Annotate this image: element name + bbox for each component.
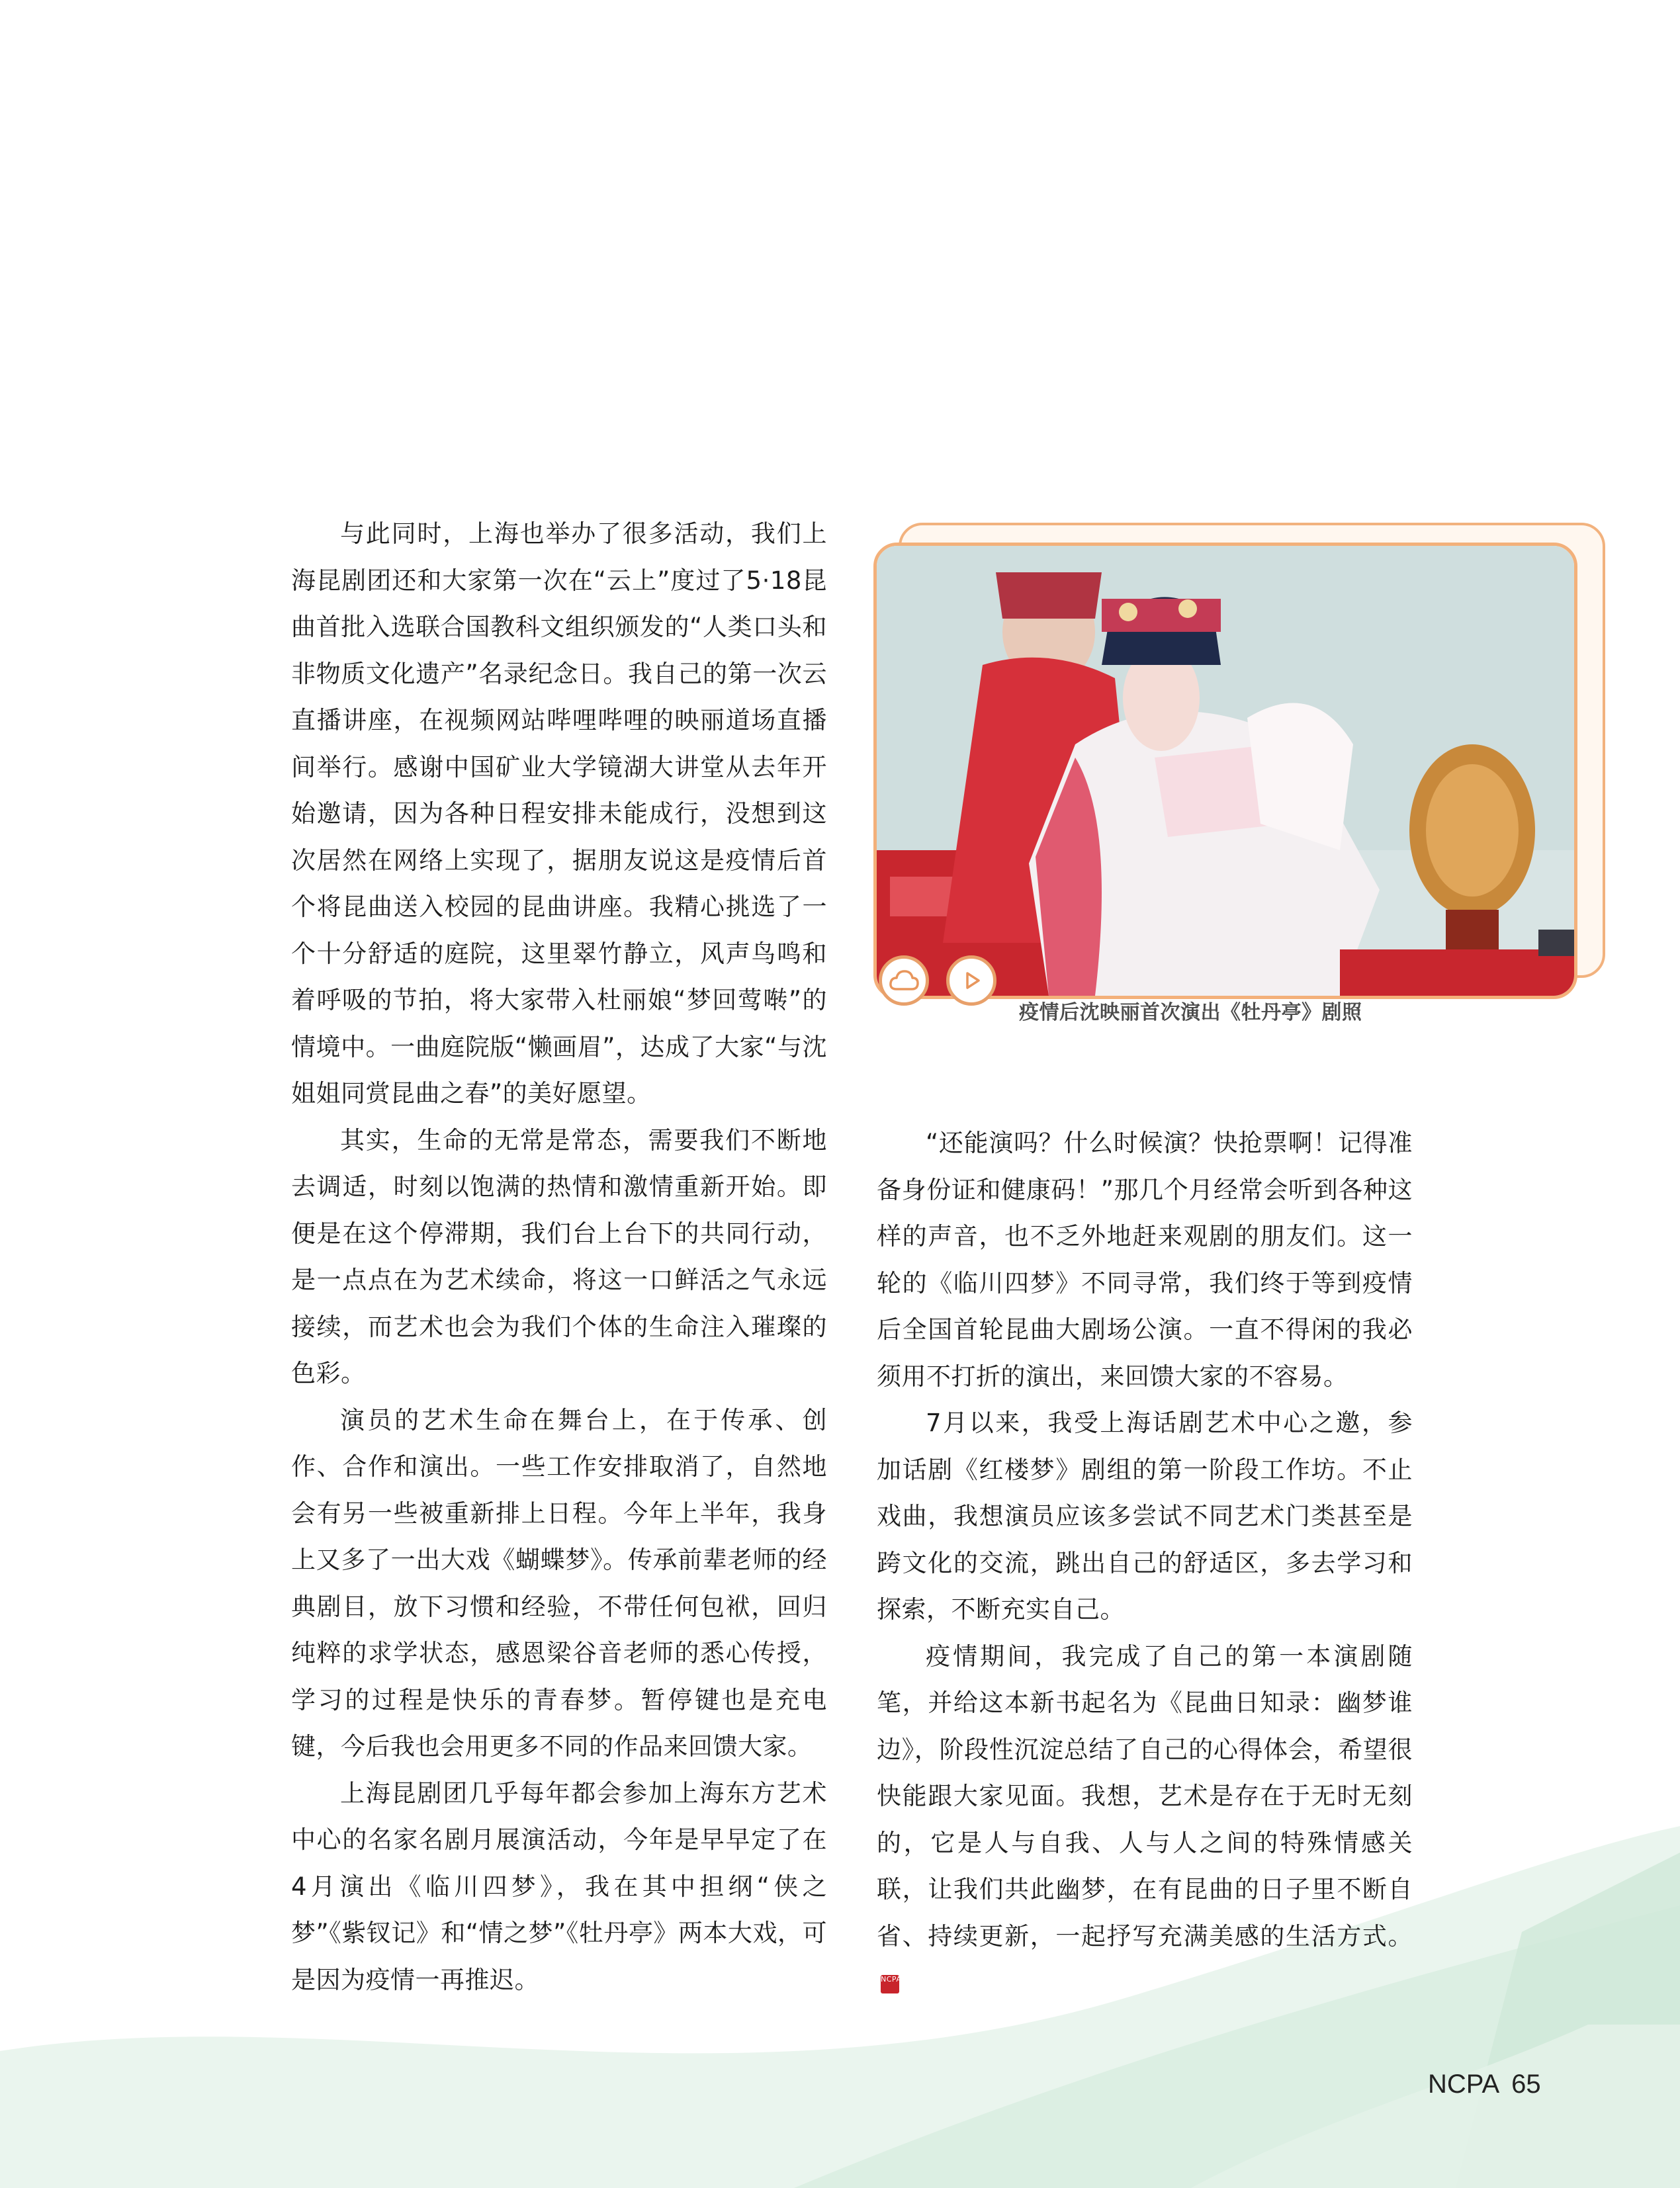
photo-caption: 疫情后沈映丽首次演出《牡丹亭》剧照	[1019, 1001, 1362, 1024]
paragraph	[877, 1634, 1413, 2007]
play-button[interactable]	[946, 955, 996, 1006]
paragraph: 与此同时，上海也举办了很多活动，我们上海昆剧团还和大家第一次在“云上”度过了5·18昆曲首批入选联合国教科文组织颁发的“人类口头和非物质文化遗产”名录纪念日。我自己的第一次云直播讲座，在视频网站哔哩哔哩的映丽道场直播间举行。感谢中国矿业大学镜湖大讲堂从去年开始邀请，因为各种日程安排未能成行，没想到这次居然在网络上实现了，据朋友说这是疫情后首个将昆曲送入校园的昆曲讲座。我精心挑选了一个十分舒适的庭院，这里翠竹静立，风声鸟鸣和着呼吸的节拍，将大家带入杜丽娘“梦回莺啭”的情境中。一曲庭院版“懒画眉”，达成了大家“与沈姐姐同赏昆曲之春”的美好愿望。	[291, 519, 827, 1108]
cloud-button[interactable]	[879, 955, 929, 1006]
play-icon	[958, 967, 985, 994]
stage-photo	[873, 543, 1577, 999]
left-text-column	[291, 511, 827, 2003]
stage-photo-illustration	[877, 546, 1574, 996]
paragraph: 其实，生命的无常是常态，需要我们不断地去调适，时刻以饱满的热情和激情重新开始。即便是在这个停滞期，我们台上台下的共同行动，是一点点在为艺术续命，将这一口鲜活之气永远接续，而艺术也会为我们个体的生命注入璀璨的色彩。	[291, 1125, 827, 1387]
cloud-icon	[889, 969, 919, 992]
end-mark-logo: NCPA	[881, 1975, 899, 1993]
page-number: 65	[1511, 2070, 1541, 2099]
page-footer	[1428, 2070, 1541, 2099]
paragraph-text: 疫情期间，我完成了自己的第一本演剧随笔，并给这本新书起名为《昆曲日知录：幽梦谁边》，阶段性沉淀总结了自己的心得体会，希望很快能跟大家见面。我想，艺术是存在于无时无刻的，它是人与自我、人与人之间的特殊情感关联，让我们共此幽梦，在有昆曲的日子里不断自省、持续更新，一起抒写充满美感的生活方式。	[877, 1641, 1413, 1950]
paragraph: 演员的艺术生命在舞台上，在于传承、创作、合作和演出。一些工作安排取消了，自然地会有另一些被重新排上日程。今年上半年，我身上又多了一出大戏《蝴蝶梦》。传承前辈老师的经典剧目，放下习惯和经验，不带任何包袱，回归纯粹的求学状态，感恩梁谷音老师的悉心传授，学习的过程是快乐的青春梦。暂停键也是充电键，今后我也会用更多不同的作品来回馈大家。	[291, 1405, 827, 1761]
background-wave-decoration	[0, 1654, 1680, 2188]
paragraph: 7月以来，我受上海话剧艺术中心之邀，参加话剧《红楼梦》剧组的第一阶段工作坊。不止戏曲，我想演员应该多尝试不同艺术门类甚至是跨文化的交流，跳出自己的舒适区，多去学习和探索，不断充实自己。	[877, 1409, 1413, 1624]
footer-brand: NCPA	[1428, 2070, 1500, 2099]
paragraph: “还能演吗？什么时候演？快抢票啊！记得准备身份证和健康码！”那几个月经常会听到各种这样的声音，也不乏外地赶来观剧的朋友们。这一轮的《临川四梦》不同寻常，我们终于等到疫情后全国首轮昆曲大剧场公演。一直不得闲的我必须用不打折的演出，来回馈大家的不容易。	[877, 1129, 1413, 1391]
right-text-column	[877, 1120, 1413, 2007]
paragraph: 上海昆剧团几乎每年都会参加上海东方艺术中心的名家名剧月展演活动，今年是早早定了在4月演出《临川四梦》，我在其中担纲“侠之梦”《紫钗记》和“情之梦”《牡丹亭》两本大戏，可是因为疫情一再推迟。	[291, 1778, 827, 1994]
